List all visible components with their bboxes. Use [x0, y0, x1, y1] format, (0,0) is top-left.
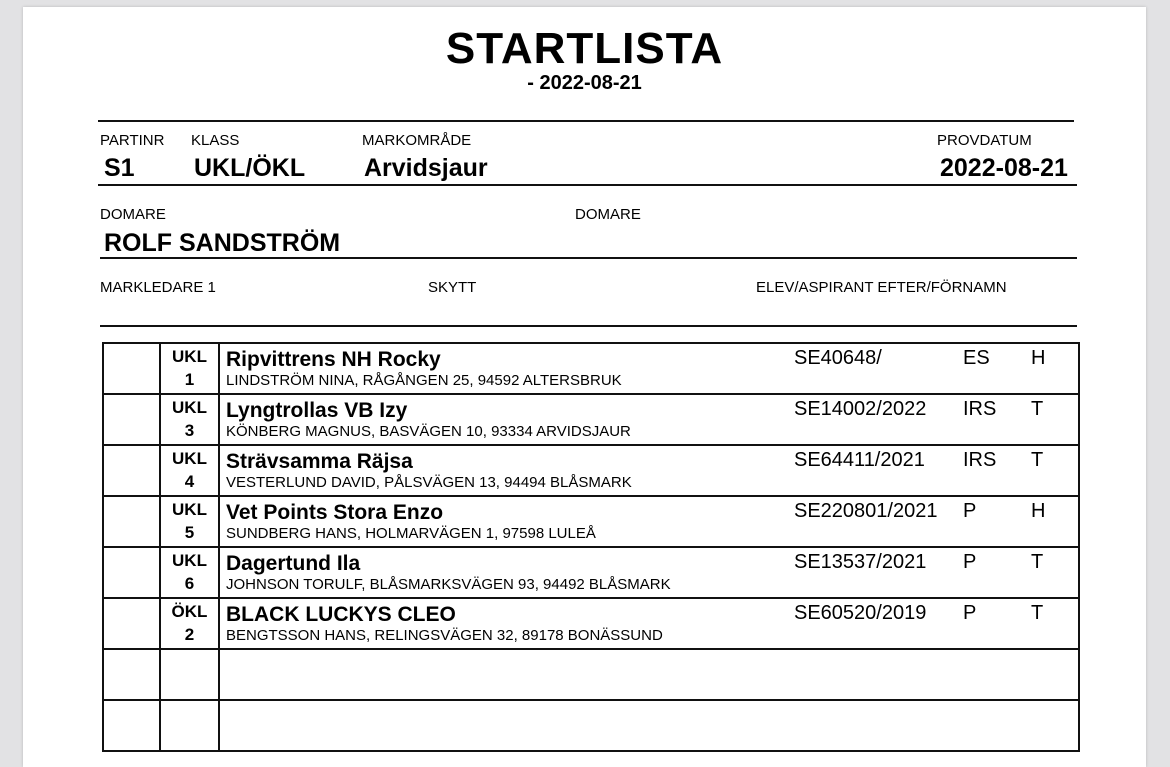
skytt-label: SKYTT	[428, 279, 477, 296]
sex-code: H	[1031, 347, 1046, 369]
entry-number: 3	[184, 421, 195, 440]
entry-class: UKL	[172, 398, 207, 417]
details-cell	[220, 701, 1078, 750]
class-cell	[161, 395, 220, 444]
markomrade-label: MARKOMRÅDE	[362, 132, 472, 149]
details-cell	[220, 395, 1078, 444]
owner-info: BENGTSSON HANS, RELINGSVÄGEN 32, 89178 BONÄSSUND	[226, 627, 663, 644]
class-cell	[161, 650, 220, 699]
details-cell	[220, 497, 1078, 546]
domare-label-2: DOMARE	[575, 206, 641, 223]
details-cell	[220, 446, 1078, 495]
blank-cell	[104, 548, 161, 597]
owner-info: KÖNBERG MAGNUS, BASVÄGEN 10, 93334 ARVIDSJAUR	[226, 423, 631, 440]
document-page	[23, 7, 1146, 767]
table-row	[104, 599, 1078, 650]
entry-number: 5	[184, 523, 195, 542]
dog-name: Dagertund Ila	[226, 552, 361, 575]
sex-code: T	[1031, 602, 1044, 624]
entry-class: UKL	[172, 551, 207, 570]
empty-table-row	[104, 701, 1078, 752]
dog-name: Ripvittrens NH Rocky	[226, 348, 441, 371]
klass-value: UKL/ÖKL	[194, 154, 306, 182]
dog-name: Strävsamma Räjsa	[226, 450, 413, 473]
table-row	[104, 446, 1078, 497]
entry-class: UKL	[172, 500, 207, 519]
domare-label: DOMARE	[100, 206, 166, 223]
page-title: STARTLISTA	[445, 24, 724, 73]
sex-code: H	[1031, 500, 1046, 522]
entry-class: UKL	[172, 449, 207, 468]
divider	[98, 120, 1074, 122]
elev-label: ELEV/ASPIRANT EFTER/FÖRNAMN	[756, 279, 1007, 296]
provdatum-label: PROVDATUM	[937, 132, 1032, 149]
start-list-table	[102, 342, 1080, 752]
class-cell	[161, 344, 220, 393]
details-cell	[220, 548, 1078, 597]
sex-code: T	[1031, 449, 1044, 471]
entry-number: 1	[184, 370, 195, 389]
registration-number: SE60520/2019	[794, 602, 927, 624]
owner-info: JOHNSON TORULF, BLÅSMARKSVÄGEN 93, 94492 BLÅSMARK	[226, 576, 671, 593]
owner-info: LINDSTRÖM NINA, RÅGÅNGEN 25, 94592 ALTERSBRUK	[226, 372, 622, 389]
breed-code: P	[963, 602, 977, 624]
owner-info: SUNDBERG HANS, HOLMARVÄGEN 1, 97598 LULEÅ	[226, 525, 596, 542]
breed-code: ES	[963, 347, 990, 369]
breed-code: P	[963, 551, 977, 573]
divider	[100, 325, 1077, 327]
divider	[100, 257, 1077, 259]
registration-number: SE64411/2021	[794, 449, 925, 471]
entry-class: UKL	[172, 347, 207, 366]
entry-class: ÖKL	[171, 602, 208, 621]
blank-cell	[104, 599, 161, 648]
blank-cell	[104, 446, 161, 495]
dog-name: BLACK LUCKYS CLEO	[226, 603, 456, 626]
dog-name: Lyngtrollas VB Izy	[226, 399, 408, 422]
entry-number: 4	[184, 472, 195, 491]
blank-cell	[104, 395, 161, 444]
table-row	[104, 395, 1078, 446]
details-cell	[220, 344, 1078, 393]
breed-code: P	[963, 500, 977, 522]
registration-number: SE14002/2022	[794, 398, 927, 420]
table-row	[104, 344, 1078, 395]
class-cell	[161, 446, 220, 495]
domare-value: ROLF SANDSTRÖM	[104, 229, 341, 257]
registration-number: SE40648/	[794, 347, 882, 369]
blank-cell	[104, 701, 161, 750]
provdatum-value: 2022-08-21	[940, 154, 1068, 182]
sex-code: T	[1031, 398, 1044, 420]
entry-number: 6	[184, 574, 195, 593]
registration-number: SE13537/2021	[794, 551, 927, 573]
class-cell	[161, 701, 220, 750]
sex-code: T	[1031, 551, 1044, 573]
class-cell	[161, 599, 220, 648]
klass-label: KLASS	[191, 132, 240, 149]
page-subtitle-date: - 2022-08-21	[527, 72, 642, 94]
partinr-label: PARTINR	[100, 132, 165, 149]
class-cell	[161, 497, 220, 546]
breed-code: IRS	[963, 398, 997, 420]
breed-code: IRS	[963, 449, 997, 471]
owner-info: VESTERLUND DAVID, PÅLSVÄGEN 13, 94494 BLÅSMARK	[226, 474, 632, 491]
entry-number: 2	[184, 625, 195, 644]
divider	[98, 184, 1077, 186]
details-cell	[220, 650, 1078, 699]
dog-name: Vet Points Stora Enzo	[226, 501, 444, 524]
table-row	[104, 497, 1078, 548]
markledare-label: MARKLEDARE 1	[100, 279, 216, 296]
blank-cell	[104, 497, 161, 546]
partinr-value: S1	[104, 154, 135, 182]
blank-cell	[104, 650, 161, 699]
table-row	[104, 548, 1078, 599]
empty-table-row	[104, 650, 1078, 701]
details-cell	[220, 599, 1078, 648]
registration-number: SE220801/2021	[794, 500, 938, 522]
class-cell	[161, 548, 220, 597]
blank-cell	[104, 344, 161, 393]
markomrade-value: Arvidsjaur	[364, 154, 488, 182]
